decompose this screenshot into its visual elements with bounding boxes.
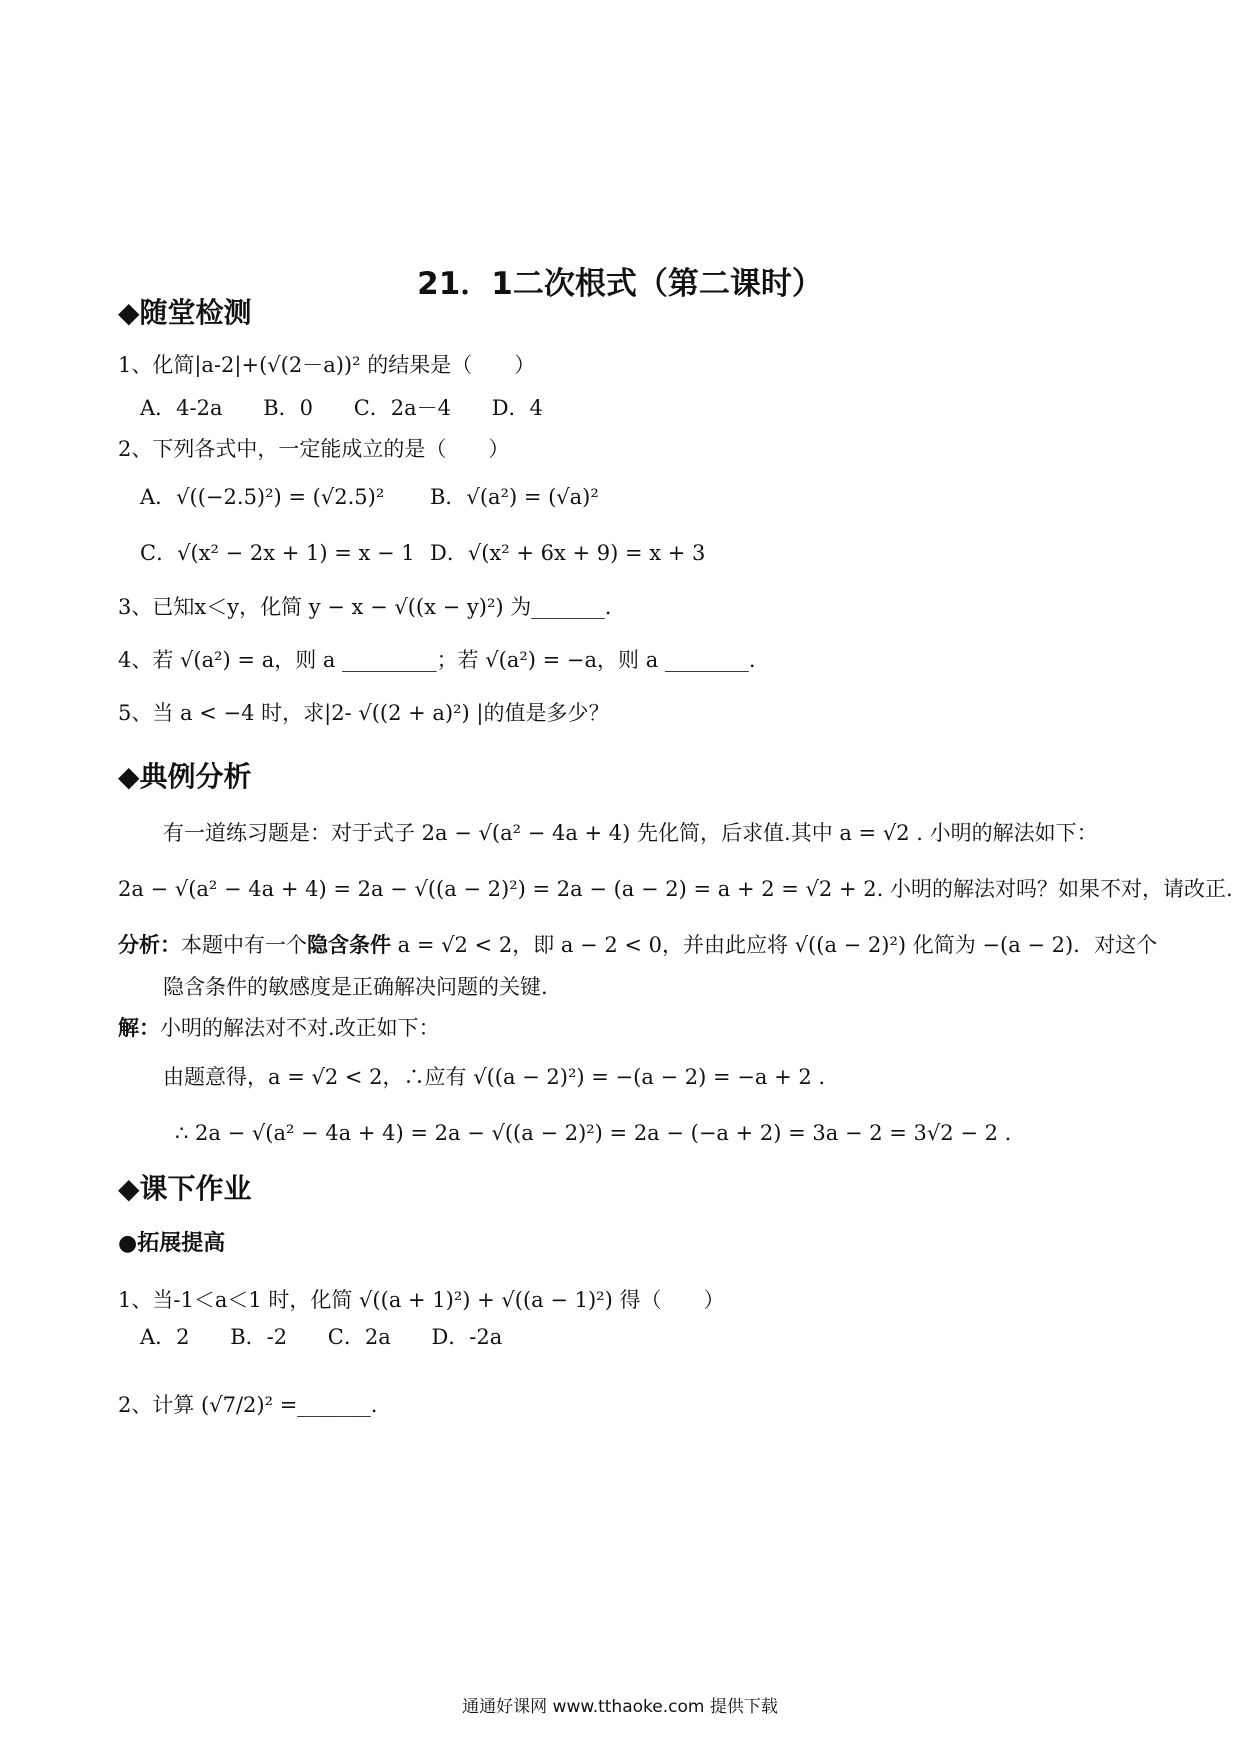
quiz-question-3: 3、已知x＜y，化简 y − x − √((x − y)²) 为_______.	[118, 595, 612, 619]
option-a: A．4-2a	[140, 396, 223, 420]
example-paragraph-2: 2a − √(a² − 4a + 4) = 2a − √((a − 2)²) = 2a − (a − 2) = a + 2 = √2 + 2. 小明的解法对吗？如果不对，请改正.	[118, 877, 1233, 901]
analysis-label: 分析：	[118, 933, 181, 957]
option-d: D．-2a	[431, 1325, 503, 1349]
quiz-question-2-option-c: C．√(x² − 2x + 1) = x − 1	[140, 541, 415, 565]
subsection-heading-extension: ●拓展提高	[118, 1231, 226, 1256]
homework-question-1: 1、当-1＜a＜1 时，化简 √((a + 1)²) + √((a − 1)²) 得（ ）	[118, 1288, 725, 1312]
example-paragraph-1: 有一道练习题是：对于式子 2a − √(a² − 4a + 4) 先化简，后求值.其中 a = √2 . 小明的解法如下：	[163, 821, 1098, 845]
section-heading-example: ◆典例分析	[118, 760, 252, 793]
quiz-question-2-option-b: B．√(a²) = (√a)²	[430, 485, 599, 509]
page-title: 21．1二次根式（第二课时）	[417, 266, 823, 302]
homework-question-1-options	[140, 1322, 536, 1352]
quiz-question-4: 4、若 √(a²) = a，则 a _________；若 √(a²) = −a，则 a ________.	[118, 648, 756, 672]
solution-text-a: 小明的解法对不对.改正如下：	[160, 1016, 440, 1040]
analysis-text-b: a = √2 < 2，即 a − 2 < 0，并由此应将 √((a − 2)²) 化简为 −(a − 2)．对这个	[391, 933, 1158, 957]
option-b: B．-2	[230, 1325, 288, 1349]
option-c: C．2a	[327, 1325, 391, 1349]
quiz-question-1-options	[140, 393, 577, 423]
solution-line-2: 由题意得，a = √2 < 2，∴应有 √((a − 2)²) = −(a − 2) = −a + 2 .	[163, 1065, 826, 1089]
section-heading-homework: ◆课下作业	[118, 1172, 252, 1205]
homework-question-2: 2、计算 (√7/2)² =_______.	[118, 1393, 378, 1417]
option-a: A．2	[140, 1325, 190, 1349]
solution-line-3: ∴ 2a − √(a² − 4a + 4) = 2a − √((a − 2)²) = 2a − (−a + 2) = 3a − 2 = 3√2 − 2 .	[175, 1121, 1012, 1145]
option-d: D．4	[491, 396, 543, 420]
analysis-text-a: 本题中有一个	[181, 933, 307, 957]
solution-label: 解：	[118, 1016, 160, 1040]
solution-line-1	[118, 1013, 440, 1043]
quiz-question-1: 1、化简|a-2|+(√(2－a))² 的结果是（ ）	[118, 353, 536, 377]
analysis-line-1	[118, 930, 1157, 960]
quiz-question-2-option-d: D．√(x² + 6x + 9) = x + 3	[430, 541, 706, 565]
quiz-question-5: 5、当 a < −4 时，求|2- √((2 + a)²) |的值是多少？	[118, 701, 610, 725]
analysis-line-2: 隐含条件的敏感度是正确解决问题的关键.	[163, 975, 548, 999]
option-b: B．0	[263, 396, 313, 420]
quiz-question-2-option-a: A．√((−2.5)²) = (√2.5)²	[140, 485, 385, 509]
option-c: C．2a－4	[353, 396, 451, 420]
section-heading-practice: ◆随堂检测	[118, 296, 252, 329]
footer-credit: 通通好课网 www.tthaoke.com 提供下载	[462, 1697, 778, 1717]
hidden-condition-text: 隐含条件	[307, 933, 391, 957]
quiz-question-2: 2、下列各式中，一定能成立的是（ ）	[118, 437, 510, 461]
